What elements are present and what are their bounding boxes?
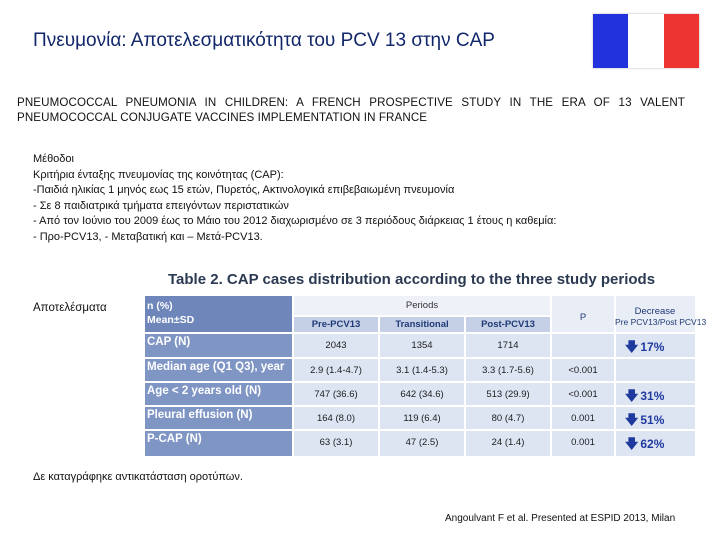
arrow-down-icon: 🡇 <box>625 388 639 403</box>
cell-value: 164 (8.0) <box>316 413 356 424</box>
cell-value: 747 (36.6) <box>314 389 358 400</box>
cell-value: 80 (4.7) <box>491 413 525 424</box>
decrease-cell <box>625 411 664 433</box>
cell-p: <0.001 <box>568 389 598 400</box>
row-label-age-under-2: Age < 2 years old (N) <box>147 385 262 397</box>
methods-line: -Παιδιά ηλικίας 1 μηνός εως 15 ετών, Πυρετός, Ακτινολογικά επιβεβαιωμένη πνευμονία <box>33 184 455 197</box>
decrease-cell <box>625 387 664 409</box>
decrease-cell <box>625 338 664 360</box>
cell-value: 642 (34.6) <box>400 389 444 400</box>
methods-line: - Προ-PCV13, - Μεταβατική και – Μετά-PCV13. <box>33 230 263 243</box>
header-pre-pcv13: Pre-PCV13 <box>311 319 361 330</box>
cell-value: 63 (3.1) <box>319 437 353 448</box>
flag-stripe-blue <box>593 14 628 68</box>
methods-line: Κριτήρια ένταξης πνευμονίας της κοινότητας (CAP): <box>33 168 284 181</box>
header-decrease: Decrease <box>634 306 676 317</box>
cell-value: 24 (1.4) <box>491 437 525 448</box>
decrease-value: 31% <box>640 389 665 403</box>
row-label-cap: CAP (N) <box>147 336 191 348</box>
flag-stripe-white <box>628 14 663 68</box>
methods-line: - Σε 8 παιδιατρικά τμήματα επειγόντων περιστατικών <box>33 199 289 212</box>
header-corner-n: n (%) <box>147 300 173 312</box>
cell-value: 119 (6.4) <box>403 413 441 424</box>
decrease-value: 17% <box>640 340 665 354</box>
decrease-value: 51% <box>640 413 665 427</box>
methods-heading: Μέθοδοι <box>33 153 74 165</box>
slide-title: Πνευμονία: Αποτελεσματικότητα του PCV 13 στην CAP <box>33 30 495 51</box>
row-label-p-cap: P-CAP (N) <box>147 433 202 445</box>
cell-value: 1714 <box>497 340 519 351</box>
arrow-down-icon: 🡇 <box>625 412 639 427</box>
decrease-value: 62% <box>640 437 665 451</box>
arrow-down-icon: 🡇 <box>625 339 639 354</box>
table-heading: Table 2. CAP cases distribution according to the three study periods <box>168 271 656 288</box>
cell-p: <0.001 <box>568 365 598 376</box>
cell-value: 3.3 (1.7-5.6) <box>482 365 534 376</box>
cell-p: 0.001 <box>571 413 595 424</box>
header-p: P <box>579 312 587 323</box>
methods-block <box>33 152 673 246</box>
results-table <box>145 296 707 456</box>
study-title: PNEUMOCOCCAL PNEUMONIA IN CHILDREN: A FRENCH PROSPECTIVE STUDY IN THE ERA OF 13 VALENT PNEUMOCOCCAL CONJUGATE VACCINES IMPLEMENTATION IN FRANCE <box>17 96 685 124</box>
row-label-pleural-effusion: Pleural effusion (N) <box>147 409 253 421</box>
citation: Angoulvant F et al. Presented at ESPID 2013, Milan <box>445 513 676 524</box>
arrow-down-icon: 🡇 <box>625 436 639 451</box>
flag-stripe-red <box>664 14 699 68</box>
header-periods: Periods <box>405 300 439 311</box>
serotype-note: Δε καταγράφηκε αντικατάσταση οροτύπων. <box>33 471 243 483</box>
header-corner-mean: Mean±SD <box>147 314 195 326</box>
cell-value: 2.9 (1.4-4.7) <box>310 365 362 376</box>
results-label: Αποτελέσματα <box>33 302 107 314</box>
decrease-cell <box>625 435 664 457</box>
cell-value: 3.1 (1.4-5.3) <box>396 365 448 376</box>
cell-p: 0.001 <box>571 437 595 448</box>
methods-line: - Από τον Ιούνιο του 2009 έως το Μάιο του 2012 διαχωρισμένο σε 3 περιόδους διάρκειας 1 έτους η καθεμία: <box>33 215 557 228</box>
french-flag <box>593 14 699 68</box>
row-label-median-age: Median age (Q1 Q3), year <box>147 361 285 373</box>
header-post-pcv13: Post-PCV13 <box>481 319 535 330</box>
header-transitional: Transitional <box>395 319 449 330</box>
cell-value: 2043 <box>325 340 347 351</box>
header-decrease-sub: Pre PCV13/Post PCV13 <box>615 317 707 327</box>
cell-value: 1354 <box>411 340 433 351</box>
cell-value: 47 (2.5) <box>405 437 439 448</box>
cell-value: 513 (29.9) <box>486 389 530 400</box>
